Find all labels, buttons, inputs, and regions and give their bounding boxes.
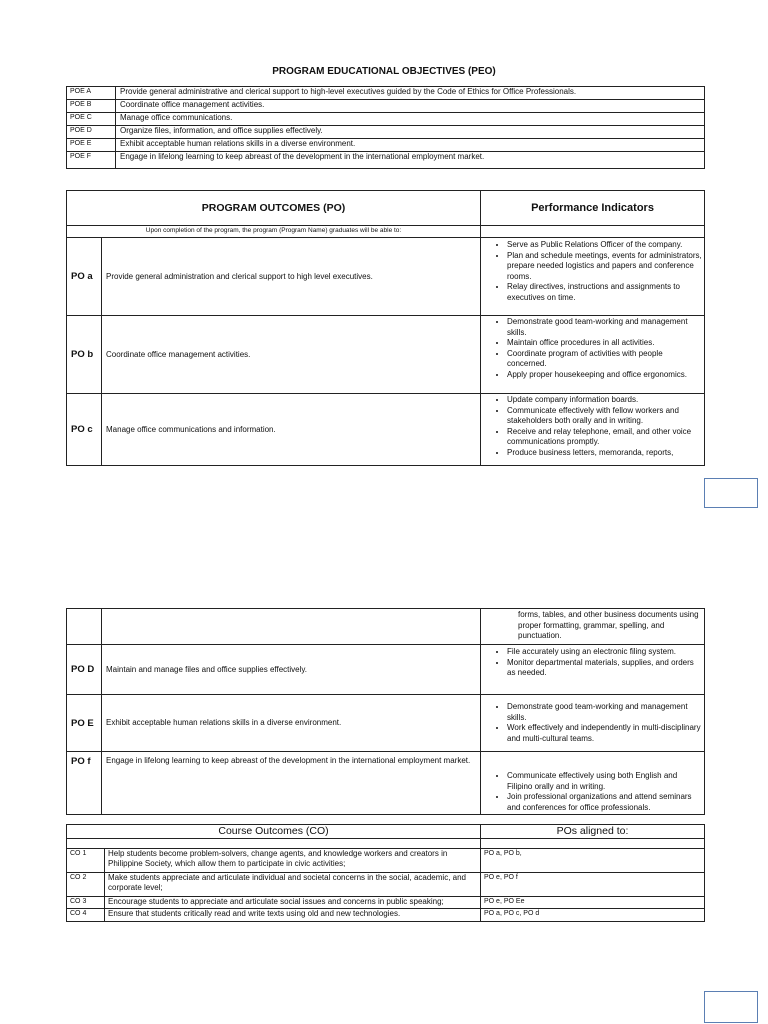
po-text: Provide general administration and clerical support to high level executives. [102,238,481,316]
peo-text: Coordinate office management activities. [116,100,705,113]
table-row [67,909,705,922]
indicator-item: • File accurately using an electronic filing system. [507,647,704,658]
indicator-item: • Join professional organizations and attend seminars and conferences for office professionals. [507,792,704,813]
co-table [66,824,705,922]
co-code: CO 1 [67,849,105,873]
po-text: Exhibit acceptable human relations skills in a diverse environment. [102,695,481,752]
co-aligned: PO e, PO Ee [481,897,705,909]
co-aligned: PO a, PO b, [481,849,705,873]
po-code: PO a [67,238,102,316]
indicator-continuation: forms, tables, and other business documents using proper formatting, grammar, spelling, and punctuation. [481,609,705,645]
table-row [67,152,705,169]
po-indicators [481,316,705,394]
empty-cell [67,839,481,849]
co-aligned: PO a, PO c, PO d [481,909,705,922]
po-code: PO D [67,645,102,695]
performance-indicators-header: Performance Indicators [481,191,705,226]
po-text: Coordinate office management activities. [102,316,481,394]
table-row [67,238,705,316]
co-aligned: PO e, PO f [481,873,705,897]
indicator-item: • Serve as Public Relations Officer of the company. [507,240,704,251]
peo-code: POE E [67,139,116,152]
page-number-box [704,478,758,508]
peo-text: Provide general administrative and clerical support to high-level executives guided by the Code of Ethics for Office Professionals. [116,87,705,100]
empty-cell [102,609,481,645]
peo-table [66,86,705,169]
co-header: Course Outcomes (CO) [67,825,481,839]
indicator-item: • Monitor departmental materials, supplies, and orders as needed. [507,658,704,679]
indicator-item: • Relay directives, instructions and assignments to executives on time. [507,282,704,303]
peo-code: POE A [67,87,116,100]
po-header: PROGRAM OUTCOMES (PO) [67,191,481,226]
table-header-row [67,191,705,226]
table-row [67,100,705,113]
co-text: Encourage students to appreciate and articulate social issues and concerns in public speaking; [105,897,481,909]
po-table [66,190,705,466]
indicator-item: • Receive and relay telephone, email, and other voice communications promptly. [507,427,704,448]
table-row [67,394,705,466]
po-code: PO c [67,394,102,466]
po-code: PO b [67,316,102,394]
table-row [67,873,705,897]
pos-aligned-header: POs aligned to: [481,825,705,839]
co-code: CO 2 [67,873,105,897]
table-row [67,849,705,873]
indicator-item: • Demonstrate good team-working and management skills. [507,702,704,723]
peo-text: Engage in lifelong learning to keep abreast of the development in the international employment market. [116,152,705,169]
table-row [67,897,705,909]
empty-cell [67,609,102,645]
empty-cell [481,226,705,238]
table-row [67,695,705,752]
indicator-item: • Produce business letters, memoranda, reports, [507,448,704,459]
peo-code: POE D [67,126,116,139]
po-indicators [481,645,705,695]
po-indicators [481,238,705,316]
indicator-item: • Maintain office procedures in all activities. [507,338,704,349]
table-row [67,316,705,394]
table-row [67,87,705,100]
co-code: CO 4 [67,909,105,922]
table-row [67,752,705,815]
co-text: Ensure that students critically read and write texts using old and new technologies. [105,909,481,922]
indicator-item: • Communicate effectively using both English and Filipino orally and in writing. [507,771,704,792]
po-indicators [481,695,705,752]
po-code: PO f [67,752,102,815]
table-row [67,645,705,695]
po-table-continued [66,608,705,815]
po-intro: Upon completion of the program, the program (Program Name) graduates will be able to: [67,226,481,238]
peo-title: PROGRAM EDUCATIONAL OBJECTIVES (PEO) [272,66,496,77]
indicator-item: • Update company information boards. [507,395,704,406]
po-text: Maintain and manage files and office supplies effectively. [102,645,481,695]
indicator-item: • Apply proper housekeeping and office ergonomics. [507,370,704,381]
empty-cell [481,839,705,849]
po-indicators [481,394,705,466]
peo-code: POE F [67,152,116,169]
indicator-item: • Coordinate program of activities with people concerned. [507,349,704,370]
peo-code: POE C [67,113,116,126]
page-number-box [704,991,758,1023]
peo-text: Manage office communications. [116,113,705,126]
indicator-item: • Work effectively and independently in multi-disciplinary and multi-cultural teams. [507,723,704,744]
indicator-item: • Demonstrate good team-working and management skills. [507,317,704,338]
peo-code: POE B [67,100,116,113]
table-row [67,139,705,152]
table-row [67,113,705,126]
table-row [67,226,705,238]
co-code: CO 3 [67,897,105,909]
co-text: Help students become problem-solvers, change agents, and knowledge workers and creators in Philippine Society, which allow them to participate in civic activities; [105,849,481,873]
table-row [67,839,705,849]
peo-text: Exhibit acceptable human relations skills in a diverse environment. [116,139,705,152]
po-code: PO E [67,695,102,752]
indicator-item: • Communicate effectively with fellow workers and stakeholders both orally and in writing. [507,406,704,427]
table-row [67,609,705,645]
table-header-row [67,825,705,839]
peo-text: Organize files, information, and office supplies effectively. [116,126,705,139]
po-indicators [481,752,705,815]
po-text: Engage in lifelong learning to keep abreast of the development in the international employment market. [102,752,481,815]
table-row [67,126,705,139]
po-text: Manage office communications and information. [102,394,481,466]
indicator-item: • Plan and schedule meetings, events for administrators, prepare needed logistics and papers and conference rooms. [507,251,704,283]
co-text: Make students appreciate and articulate individual and societal concerns in the social, academic, and corporate level; [105,873,481,897]
